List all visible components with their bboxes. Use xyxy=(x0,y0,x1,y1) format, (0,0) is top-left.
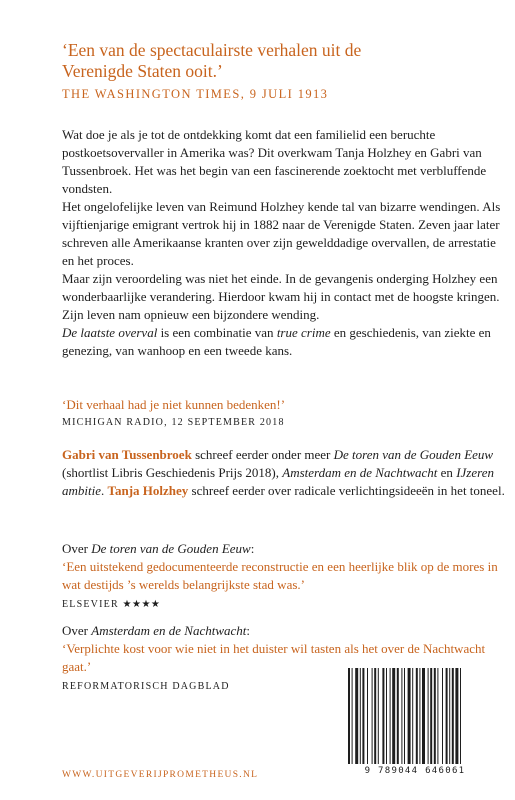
blurb-paragraph-4 xyxy=(62,324,507,360)
review-intro-text: Over xyxy=(62,623,92,638)
review-book-title: Amsterdam en de Nachtwacht xyxy=(91,623,247,638)
review-source-name: ELSEVIER xyxy=(62,599,119,610)
author-name-2: Tanja Holzhey xyxy=(107,483,189,498)
blurb xyxy=(62,126,507,360)
barcode-icon xyxy=(340,668,490,766)
blurb-paragraph-3: Maar zijn veroordeling was niet het einde. In de gevangenis onderging Holzhey een wonderbaarlijke verandering. Hierdoor kwam hij in contact met de hoogste kringen. Zijn leven nam opnieuw een bijzondere wending. xyxy=(62,271,500,322)
genre-term: true crime xyxy=(276,325,331,340)
review-quote: ‘Een uitstekend gedocumenteerde reconstructie en een heerlijke blik op de mores in wat destijds ’s werelds belangrijkste stad was.’ xyxy=(62,559,498,592)
review-intro xyxy=(62,622,507,640)
review-intro xyxy=(62,540,507,558)
author-bio-text: en xyxy=(437,465,457,480)
book-title-2: Amsterdam en de Nachtwacht xyxy=(282,465,438,480)
pull-quote-block xyxy=(62,40,502,102)
pull-quote-line1: ‘Een van de spectaculairste verhalen uit de xyxy=(62,40,362,60)
publisher-website: WWW.UITGEVERIJPROMETHEUS.NL xyxy=(62,770,259,780)
radio-quote: ‘Dit verhaal had je niet kunnen bedenken!’ xyxy=(62,397,286,412)
blurb-text-end: en geschiedenis, van ziekte en genezing, van wanhoop en een tweede kans. xyxy=(62,325,491,358)
book-title: De laatste overval xyxy=(62,325,158,340)
isbn-digits: 9 789044 646061 xyxy=(364,766,466,776)
author-name-1: Gabri van Tussenbroek xyxy=(62,447,192,462)
author-bio-text: . xyxy=(101,483,108,498)
blurb-text: is een combinatie van xyxy=(157,325,277,340)
blurb-paragraph-2: Het ongelofelijke leven van Reimund Holzhey kende tal van bizarre wendingen. Als vijftienjarige emigrant vertrok hij in 1882 naar de Verenigde Staten. Zeven jaar later schreven alle Amerikaanse kranten over zijn gewelddadige overvallen, de arrestatie en het proces. xyxy=(62,199,501,268)
book-title-3: IJzeren ambitie xyxy=(62,465,494,498)
author-bio-text: (shortlist Libris Geschiedenis Prijs 2018), xyxy=(62,465,283,480)
review-elsevier xyxy=(62,540,507,614)
review-quote: ‘Verplichte kost voor wie niet in het duister wil tasten als het over de Nachtwacht gaat.’ xyxy=(62,641,486,674)
author-bio-text: schreef eerder over radicale verlichtingsideeën in het toneel. xyxy=(188,483,505,498)
rating-stars-icon: ★★★★ xyxy=(122,599,161,610)
review-intro-text: Over xyxy=(62,541,92,556)
author-bio xyxy=(62,446,507,500)
author-bio-text: schreef eerder onder meer xyxy=(191,447,334,462)
book-title-1: De toren van de Gouden Eeuw xyxy=(333,447,494,462)
review-book-title: De toren van de Gouden Eeuw xyxy=(91,541,251,556)
pull-quote xyxy=(62,40,502,82)
review-intro-colon: : xyxy=(250,541,255,556)
review-source: REFORMATORISCH DAGBLAD xyxy=(62,681,230,692)
radio-quote-source: MICHIGAN RADIO, 12 SEPTEMBER 2018 xyxy=(62,417,285,428)
pull-quote-line2: Verenigde Staten ooit.’ xyxy=(62,61,223,81)
review-source xyxy=(62,596,507,614)
pull-quote-source: THE WASHINGTON TIMES, 9 JULI 1913 xyxy=(62,87,329,101)
radio-quote-block xyxy=(62,396,502,428)
review-intro-colon: : xyxy=(246,623,251,638)
blurb-paragraph-1: Wat doe je als je tot de ontdekking komt dat een familielid een beruchte postkoetsovervaller in Amerika was? Dit overkwam Tanja Holzhey en Gabri van Tussenbroek. Het was het begin van een fascinerende zoektocht met verbluffende vondsten. xyxy=(62,127,487,196)
isbn-barcode xyxy=(340,664,490,782)
